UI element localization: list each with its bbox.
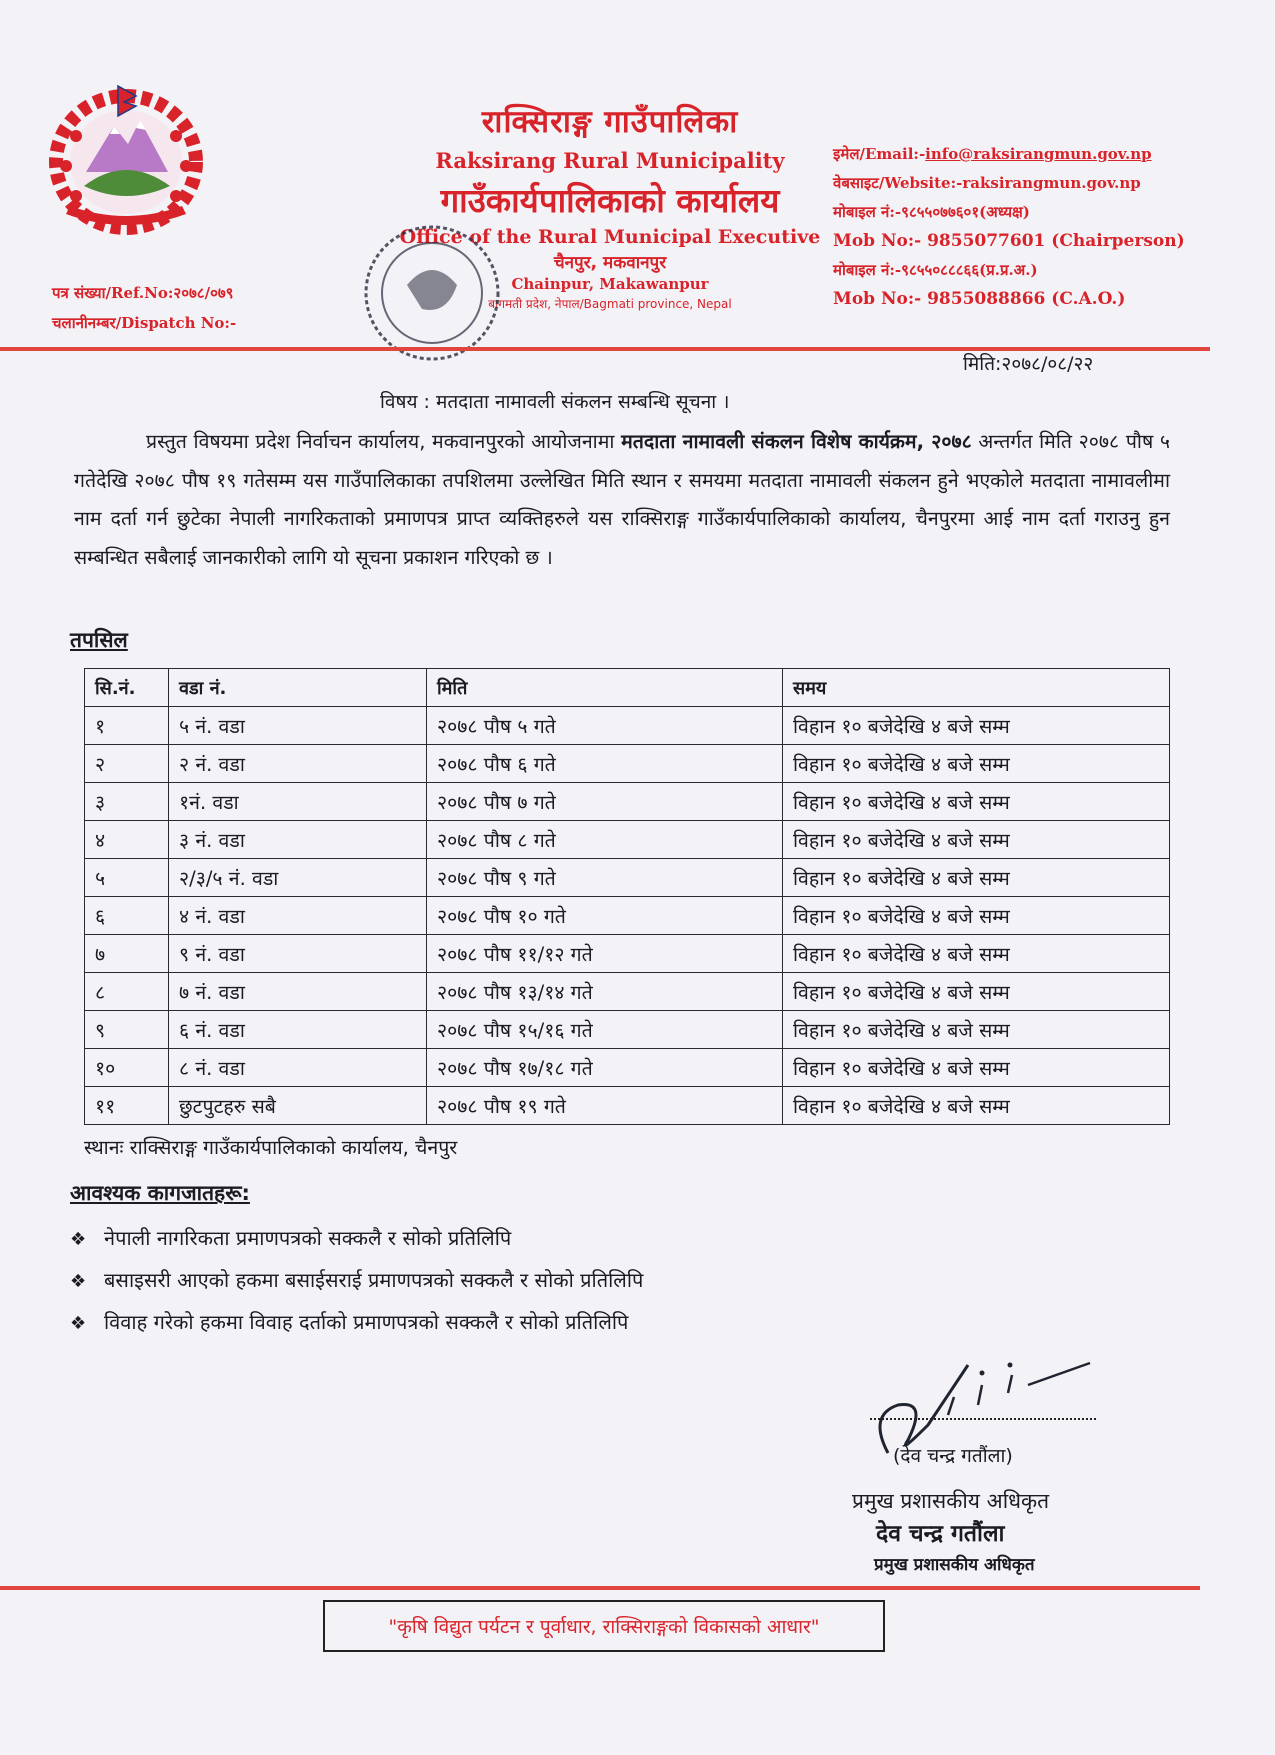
documents-title: आवश्यक कागजातहरू: — [70, 1181, 250, 1205]
signatory-role: प्रमुख प्रशासकीय अधिकृत — [852, 1489, 1050, 1513]
header-date: मिति — [427, 669, 783, 707]
office-name-np: गाउँकार्यपालिकाको कार्यालय — [440, 181, 780, 220]
cell-date: २०७८ पौष ११/१२ गते — [427, 935, 783, 973]
cell-time: विहान १० बजेदेखि ४ बजे सम्म — [783, 897, 1170, 935]
schedule-title: तपसिल — [70, 628, 128, 652]
footer-divider — [0, 1586, 1200, 1590]
office-name-en: Office of the Rural Municipal Executive — [399, 226, 821, 248]
body-bold-program: मतदाता नामावली संकलन विशेष कार्यक्रम, २०७८ — [621, 430, 972, 453]
cell-date: २०७८ पौष ६ गते — [427, 745, 783, 783]
website-line[interactable]: वेबसाइट/Website:-raksirangmun.gov.np — [833, 174, 1141, 192]
cell-time: विहान १० बजेदेखि ४ बजे सम्म — [783, 1049, 1170, 1087]
cell-date: २०७८ पौष ८ गते — [427, 821, 783, 859]
nepal-emblem-icon — [36, 76, 216, 236]
cell-date: २०७८ पौष १० गते — [427, 897, 783, 935]
dispatch-number: चलानीनम्बर/Dispatch No:- — [52, 314, 237, 332]
diamond-bullet-icon: ❖ — [70, 1313, 87, 1334]
notice-date: मिति:२०७८/०८/२२ — [963, 353, 1094, 375]
cell-ward: ६ नं. वडा — [169, 1011, 427, 1049]
mobile-chairperson-en: Mob No:- 9855077601 (Chairperson) — [833, 231, 1185, 251]
table-row — [85, 783, 1170, 821]
cell-ward: ७ नं. वडा — [169, 973, 427, 1011]
cell-date: २०७८ पौष १५/१६ गते — [427, 1011, 783, 1049]
table-row — [85, 707, 1170, 745]
header-ward: वडा नं. — [169, 669, 427, 707]
signatory-stamp-name: देव चन्द्र गतौंला — [876, 1521, 1005, 1547]
cell-ward: ४ नं. वडा — [169, 897, 427, 935]
table-row — [85, 1049, 1170, 1087]
table-row — [85, 973, 1170, 1011]
cell-time: विहान १० बजेदेखि ४ बजे सम्म — [783, 859, 1170, 897]
signature-dotted-line — [870, 1418, 1096, 1420]
cell-time: विहान १० बजेदेखि ४ बजे सम्म — [783, 1087, 1170, 1125]
municipality-name-np: राक्सिराङ्ग गाउँपालिका — [481, 104, 739, 140]
signatory-name-handwritten: (देव चन्द्र गतौंला) — [893, 1445, 1013, 1467]
header-serial: सि.नं. — [85, 669, 169, 707]
cell-date: २०७८ पौष ७ गते — [427, 783, 783, 821]
signatory-stamp-role: प्रमुख प्रशासकीय अधिकृत — [874, 1555, 1035, 1575]
body-part-1: प्रस्तुत विषयमा प्रदेश निर्वाचन कार्यालय, मकवानपुरको आयोजनामा — [146, 430, 622, 453]
list-item — [70, 1260, 643, 1302]
ref-number: पत्र संख्या/Ref.No:२०७८/०७९ — [52, 284, 234, 302]
footer-slogan: "कृषि विद्युत पर्यटन र पूर्वाधार, राक्सिराङ्गको विकासको आधार" — [323, 1600, 885, 1652]
contact-block — [833, 140, 1263, 314]
cell-time: विहान १० बजेदेखि ४ बजे सम्म — [783, 745, 1170, 783]
table-row — [85, 1087, 1170, 1125]
table-row — [85, 859, 1170, 897]
reference-block — [52, 278, 236, 338]
cell-serial: ६ — [85, 897, 169, 935]
cell-ward: २/३/५ नं. वडा — [169, 859, 427, 897]
table-header-row — [85, 669, 1170, 707]
address-en: Chainpur, Makawanpur — [511, 275, 709, 293]
diamond-bullet-icon: ❖ — [70, 1229, 87, 1250]
cell-serial: २ — [85, 745, 169, 783]
cell-ward: ३ नं. वडा — [169, 821, 427, 859]
cell-ward: २ नं. वडा — [169, 745, 427, 783]
list-item — [70, 1302, 643, 1344]
table-row — [85, 897, 1170, 935]
cell-time: विहान १० बजेदेखि ४ बजे सम्म — [783, 935, 1170, 973]
cell-serial: १ — [85, 707, 169, 745]
cell-ward: छुटपुटहरु सबै — [169, 1087, 427, 1125]
address-np: चैनपुर, मकवानपुर — [553, 253, 667, 273]
cell-time: विहान १० बजेदेखि ४ बजे सम्म — [783, 707, 1170, 745]
mobile-cao-np: मोबाइल नं:-९८५५०८८८६६(प्र.प्र.अ.) — [833, 261, 1038, 279]
cell-date: २०७८ पौष ९ गते — [427, 859, 783, 897]
documents-list — [70, 1218, 643, 1344]
cell-serial: ४ — [85, 821, 169, 859]
mobile-chairperson-np: मोबाइल नं:-९८५५०७७६०१(अध्यक्ष) — [833, 203, 1030, 221]
cell-time: विहान १० बजेदेखि ४ बजे सम्म — [783, 783, 1170, 821]
cell-date: २०७८ पौष १९ गते — [427, 1087, 783, 1125]
cell-date: २०७८ पौष ५ गते — [427, 707, 783, 745]
notice-subject: विषय : मतदाता नामावली संकलन सम्बन्धि सूचना । — [380, 391, 730, 413]
venue-line: स्थानः राक्सिराङ्ग गाउँकार्यपालिकाको कार्यालय, चैनपुर — [84, 1136, 458, 1159]
office-stamp-icon — [352, 205, 512, 380]
cell-serial: ९ — [85, 1011, 169, 1049]
list-item — [70, 1218, 643, 1260]
cell-time: विहान १० बजेदेखि ४ बजे सम्म — [783, 1011, 1170, 1049]
table-row — [85, 935, 1170, 973]
table-row — [85, 745, 1170, 783]
cell-ward: ५ नं. वडा — [169, 707, 427, 745]
municipality-name-en: Raksirang Rural Municipality — [435, 148, 785, 173]
cell-serial: १० — [85, 1049, 169, 1087]
document-item-text: नेपाली नागरिकता प्रमाणपत्रको सक्कलै र सोको प्रतिलिपि — [104, 1226, 512, 1250]
notice-body — [74, 423, 1170, 577]
cell-date: २०७८ पौष १३/१४ गते — [427, 973, 783, 1011]
document-item-text: बसाइसरी आएको हकमा बसाईसराई प्रमाणपत्रको सक्कलै र सोको प्रतिलिपि — [104, 1268, 644, 1292]
diamond-bullet-icon: ❖ — [70, 1271, 87, 1292]
table-row — [85, 821, 1170, 859]
cell-ward: ९ नं. वडा — [169, 935, 427, 973]
cell-serial: ३ — [85, 783, 169, 821]
document-item-text: विवाह गरेको हकमा विवाह दर्ताको प्रमाणपत्रको सक्कलै र सोको प्रतिलिपि — [104, 1310, 629, 1334]
cell-ward: ८ नं. वडा — [169, 1049, 427, 1087]
table-row — [85, 1011, 1170, 1049]
cell-serial: ८ — [85, 973, 169, 1011]
email-link[interactable]: info@raksirangmun.gov.np — [925, 145, 1152, 163]
cell-time: विहान १० बजेदेखि ४ बजे सम्म — [783, 821, 1170, 859]
body-part-2: अन्तर्गत मिति २०७८ पौष ५ गतेदेखि २०७८ पौष १९ गतेसम्म यस गाउँपालिकाका तपशिलमा उल्लेखित मिति स्थान र समयमा मतदाता नामावली संकलन हुने भएकोले मतदाता नामावलीमा नाम दर्ता गर्न छुटेका नेपाली नागरिकताको प्रमाणपत्र प्राप्त व्यक्तिहरुले यस राक्सिराङ्ग गाउँकार्यपालिकाको कार्यालय, चैनपुरमा आई नाम दर्ता गराउनु हुन सम्बन्धित सबैलाई जानकारीको लागि यो सूचना प्रकाशन गरिएको छ । — [74, 430, 1170, 569]
cell-time: विहान १० बजेदेखि ४ बजे सम्म — [783, 973, 1170, 1011]
cell-serial: ५ — [85, 859, 169, 897]
header-time: समय — [783, 669, 1170, 707]
cell-serial: ७ — [85, 935, 169, 973]
province-line: बागमती प्रदेश, नेपाल/Bagmati province, Nepal — [488, 297, 732, 311]
cell-date: २०७८ पौष १७/१८ गते — [427, 1049, 783, 1087]
cell-serial: ११ — [85, 1087, 169, 1125]
email-label: इमेल/Email:- — [833, 145, 926, 163]
schedule-table — [84, 668, 1170, 1125]
cell-ward: १नं. वडा — [169, 783, 427, 821]
email-line — [833, 140, 1263, 169]
mobile-cao-en: Mob No:- 9855088866 (C.A.O.) — [833, 289, 1126, 309]
